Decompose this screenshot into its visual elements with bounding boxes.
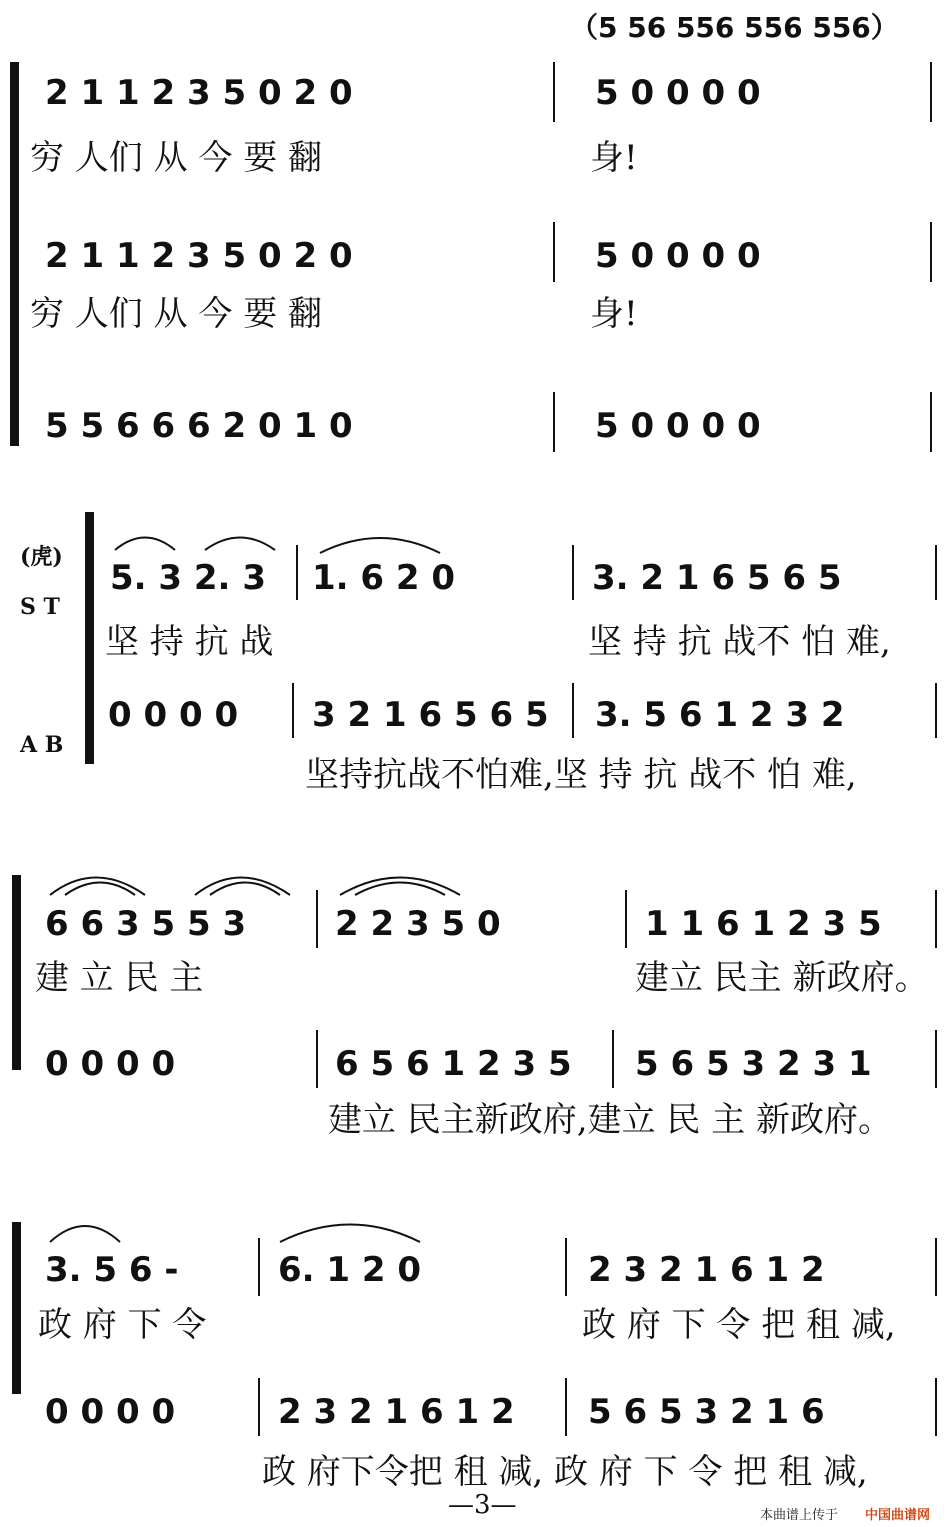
barline	[572, 683, 574, 738]
site-logo: 中国曲谱网	[865, 1508, 931, 1523]
barline	[625, 890, 627, 948]
st-notes-c: 3. 2 1 6 5 6 5	[592, 558, 842, 598]
top-lyrics-b: 政 府 下 令 把 租 减,	[582, 1305, 896, 1345]
barline	[553, 392, 555, 452]
top-lyrics-a: 政 府 下 令	[38, 1305, 207, 1345]
barline	[612, 1030, 614, 1088]
top-lyrics-b: 建立 民主 新政府。	[635, 958, 929, 998]
top-notes-a: 3. 5 6 -	[45, 1250, 179, 1290]
ab-notes-a: 0 0 0 0	[108, 695, 239, 735]
bottom-notes-b: 6 5 6 1 2 3 5	[335, 1044, 572, 1084]
staff1-notes-b: 5 0 0 0 0	[595, 73, 761, 113]
slur	[45, 865, 315, 900]
ab-notes-c: 3. 5 6 1 2 3 2	[595, 695, 845, 735]
bottom-notes-c: 5 6 5 3 2 1 6	[588, 1392, 825, 1432]
top-notes-b: 2 2 3 5 0	[335, 904, 501, 944]
slur	[315, 528, 455, 558]
system-bracket	[85, 512, 94, 764]
barline	[565, 1238, 567, 1296]
bottom-notes-a: 0 0 0 0	[45, 1392, 176, 1432]
slur	[275, 1212, 435, 1247]
intro-notes: （5 56 556 556 556）	[570, 11, 899, 44]
staff2-lyrics-a: 穷 人们 从 今 要 翻	[30, 294, 323, 334]
staff1-lyrics-a: 穷 人们 从 今 要 翻	[30, 138, 323, 178]
barline	[930, 222, 932, 282]
page-number: —3—	[448, 1490, 517, 1520]
voice-label-ab: A B	[20, 732, 64, 758]
barline	[553, 62, 555, 122]
st-lyrics-a: 坚 持 抗 战	[105, 622, 274, 662]
part-tag: (虎)	[20, 544, 63, 570]
barline	[935, 683, 937, 738]
staff3-notes-a: 5 5 6 6 6 2 0 1 0	[45, 406, 353, 446]
staff2-notes-b: 5 0 0 0 0	[595, 236, 761, 276]
system-bracket	[12, 875, 21, 1070]
top-notes-c: 2 3 2 1 6 1 2	[588, 1250, 825, 1290]
staff2-notes-a: 2 1 1 2 3 5 0 2 0	[45, 236, 353, 276]
staff1-lyrics-b: 身!	[590, 138, 638, 178]
top-notes-b: 6. 1 2 0	[278, 1250, 422, 1290]
staff3-notes-b: 5 0 0 0 0	[595, 406, 761, 446]
barline	[935, 545, 937, 600]
system-bracket	[10, 62, 19, 446]
barline	[935, 1378, 937, 1436]
top-lyrics-a: 建 立 民 主	[35, 958, 204, 998]
bottom-notes-b: 2 3 2 1 6 1 2	[278, 1392, 515, 1432]
barline	[296, 545, 298, 600]
slur	[335, 865, 475, 900]
barline	[316, 1030, 318, 1088]
barline	[553, 222, 555, 282]
st-notes-b: 1. 6 2 0	[312, 558, 456, 598]
barline	[316, 890, 318, 948]
staff1-notes-a: 2 1 1 2 3 5 0 2 0	[45, 73, 353, 113]
barline	[565, 1378, 567, 1436]
barline	[935, 890, 937, 948]
bottom-notes-c: 5 6 5 3 2 3 1	[635, 1044, 872, 1084]
bottom-lyrics: 建立 民主新政府,建立 民 主 新政府。	[328, 1100, 893, 1140]
barline	[258, 1378, 260, 1436]
top-notes-c: 1 1 6 1 2 3 5	[645, 904, 882, 944]
barline	[258, 1238, 260, 1296]
barline	[930, 62, 932, 122]
bottom-lyrics: 政 府下令把 租 减, 政 府 下 令 把 租 减,	[262, 1452, 868, 1492]
st-lyrics-b: 坚 持 抗 战不 怕 难,	[588, 622, 891, 662]
slur	[45, 1212, 135, 1247]
voice-label-st: S T	[20, 594, 60, 620]
barline	[935, 1030, 937, 1088]
ab-lyrics: 坚持抗战不怕难,坚 持 抗 战不 怕 难,	[305, 755, 857, 795]
bottom-notes-a: 0 0 0 0	[45, 1044, 176, 1084]
top-notes-a: 6 6 3 5 5 3	[45, 904, 247, 944]
barline	[930, 392, 932, 452]
ab-notes-b: 3 2 1 6 5 6 5	[312, 695, 549, 735]
staff2-lyrics-b: 身!	[590, 294, 638, 334]
system-bracket	[12, 1222, 21, 1394]
slur	[110, 525, 290, 555]
barline	[292, 683, 294, 738]
credit-text: 本曲谱上传于	[760, 1508, 839, 1523]
st-notes-a: 5. 3 2. 3	[110, 558, 266, 598]
barline	[935, 1238, 937, 1296]
barline	[572, 545, 574, 600]
